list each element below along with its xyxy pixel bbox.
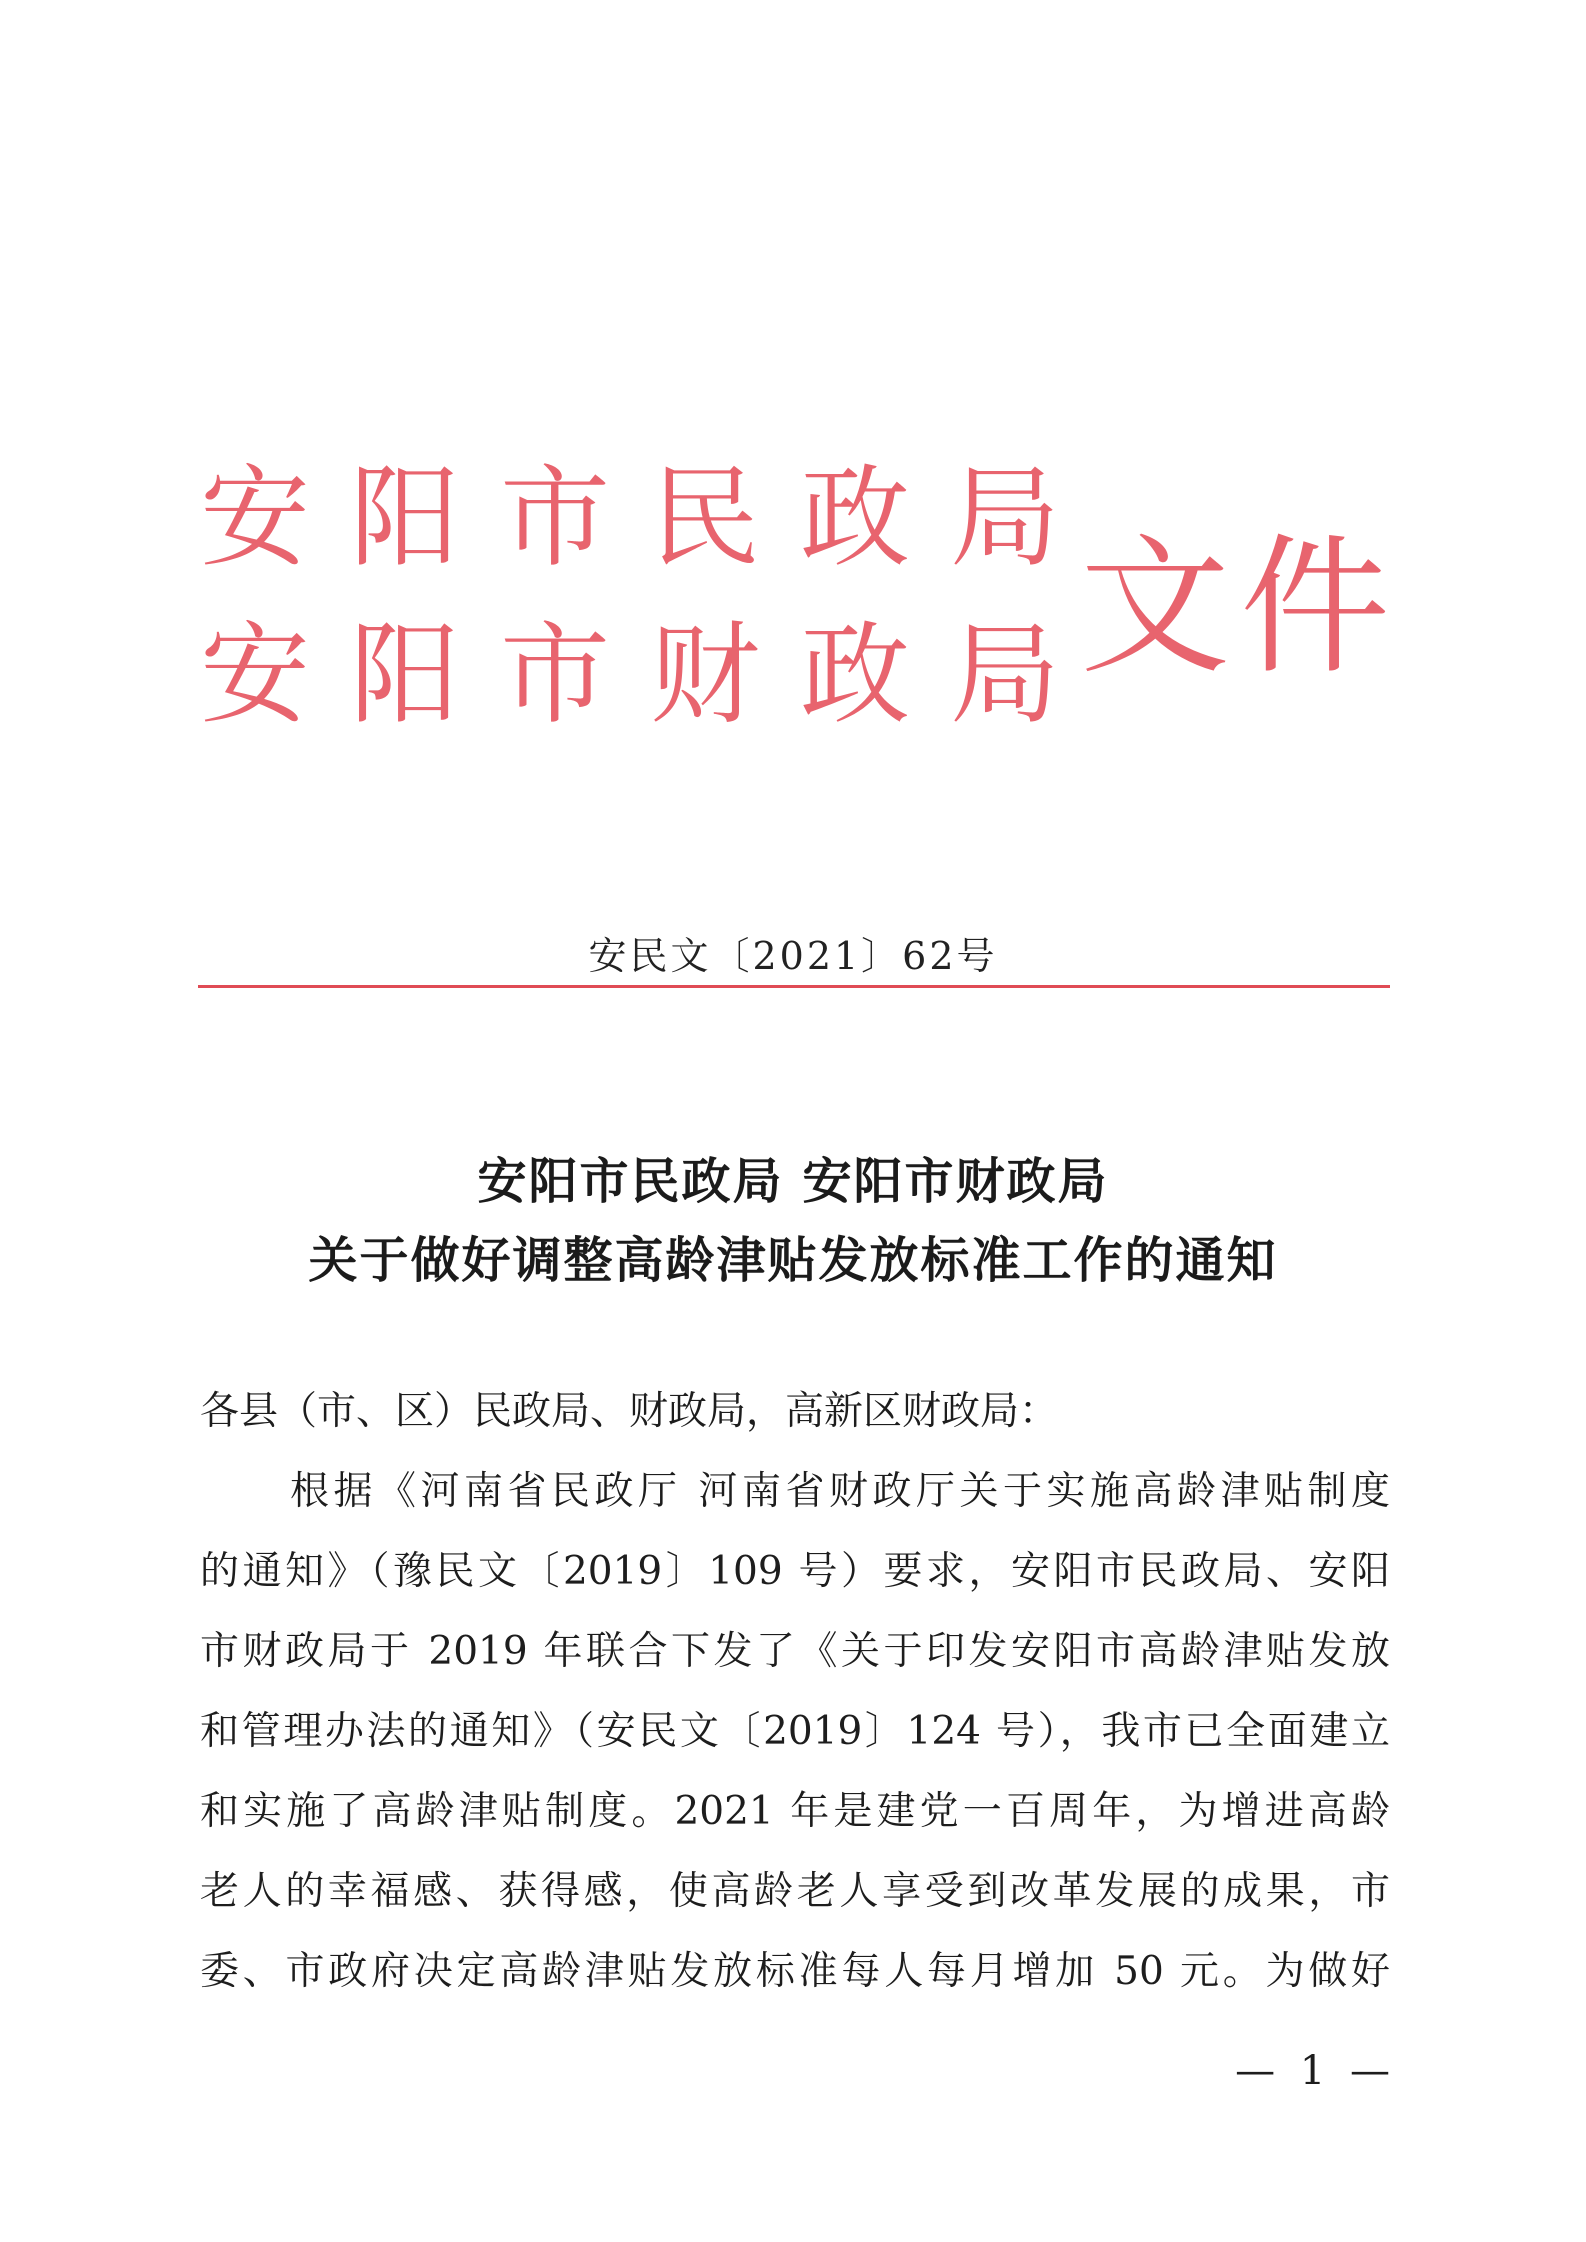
body-line: 老人的幸福感、获得感，使高龄老人享受到改革发展的成果，市: [200, 1869, 1390, 1914]
body-line: 根据《河南省民政厅 河南省财政厅关于实施高龄津贴制度: [290, 1469, 1390, 1514]
issuer-civil-affairs-bureau: 安阳市民政局: [200, 454, 1100, 582]
body-line: 和管理办法的通知》（安民文〔2019〕124 号），我市已全面建立: [200, 1709, 1390, 1754]
body-line: 和实施了高龄津贴制度。2021 年是建党一百周年，为增进高龄: [200, 1789, 1390, 1834]
document-number: 安民文〔2021〕62号: [588, 934, 998, 978]
page-number: — 1 —: [1235, 2048, 1396, 2094]
document-word: 文件: [1080, 521, 1401, 695]
document-title-line-1: 安阳市民政局 安阳市财政局: [477, 1153, 1109, 1210]
body-line: 的通知》（豫民文〔2019〕109 号）要求，安阳市民政局、安阳: [200, 1549, 1390, 1594]
document-title-line-2: 关于做好调整高龄津贴发放标准工作的通知: [308, 1232, 1278, 1289]
salutation: 各县（市、区）民政局、财政局，高新区财政局：: [200, 1389, 1059, 1434]
issuer-finance-bureau: 安阳市财政局: [200, 611, 1100, 739]
body-line: 委、市政府决定高龄津贴发放标准每人每月增加 50 元。为做好: [200, 1949, 1390, 1994]
red-divider-line: [198, 985, 1390, 988]
body-line: 市财政局于 2019 年联合下发了《关于印发安阳市高龄津贴发放: [200, 1629, 1390, 1674]
